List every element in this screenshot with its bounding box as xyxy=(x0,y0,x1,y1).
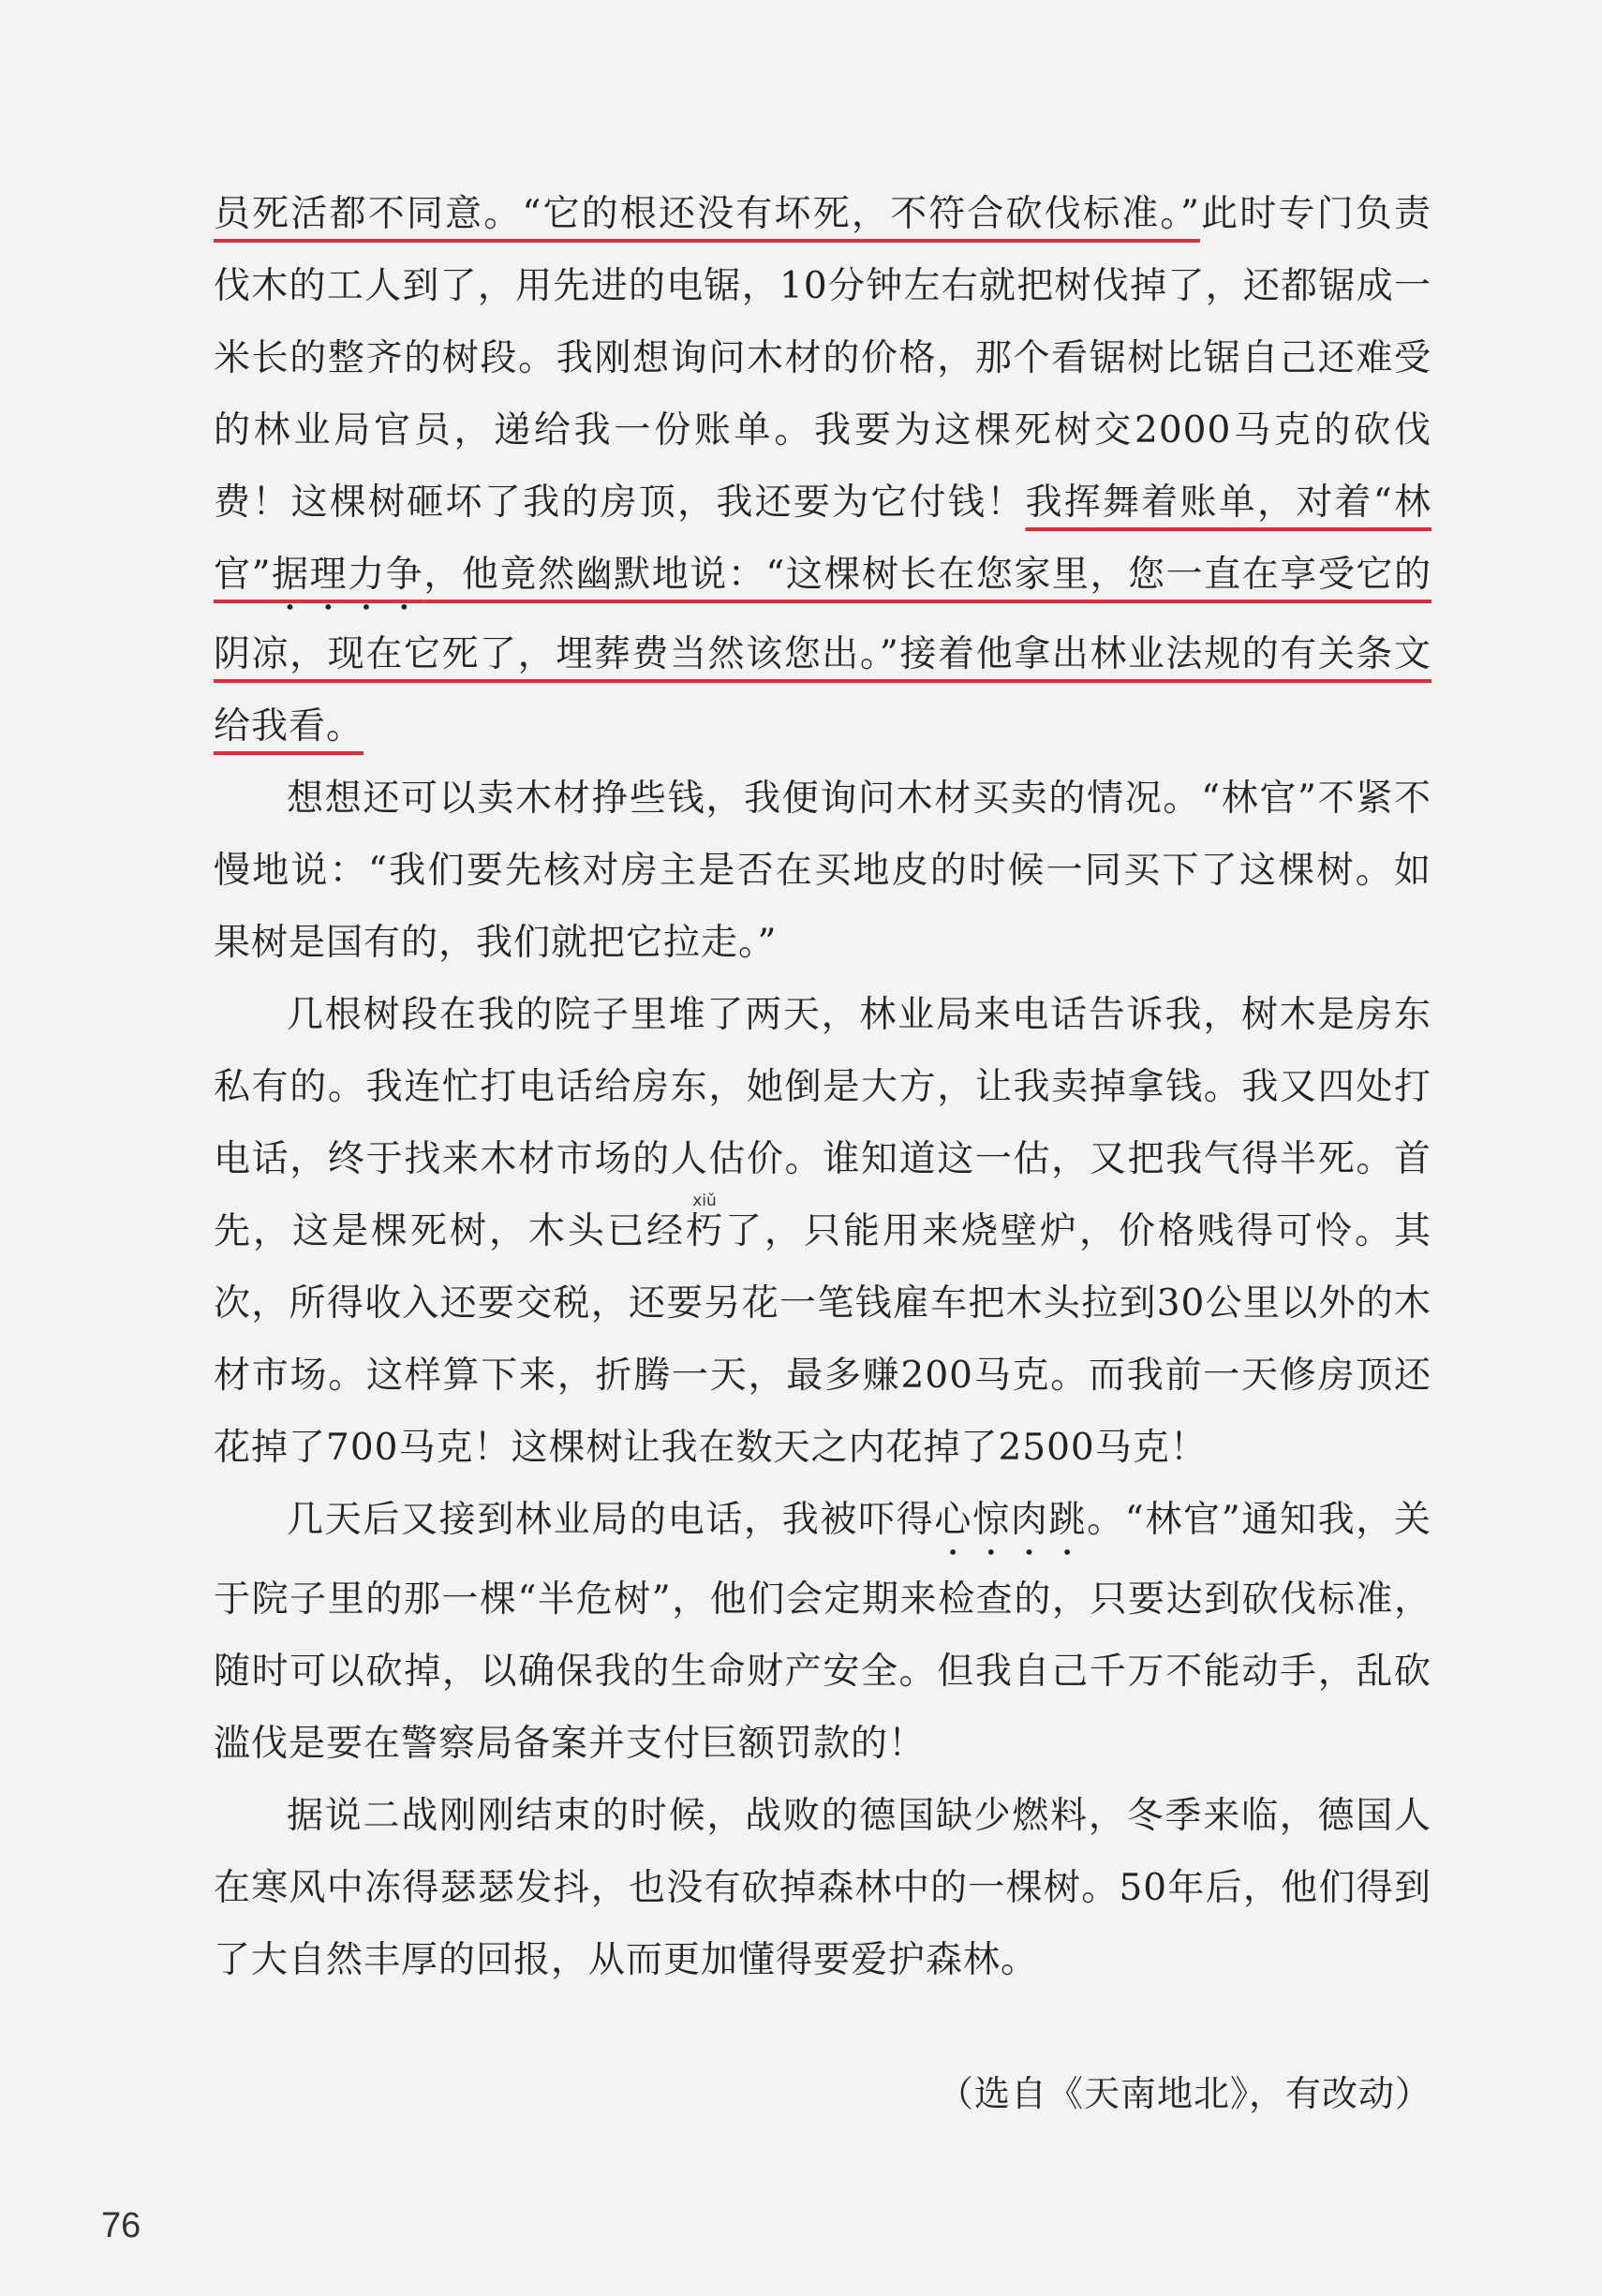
text-run: 几天后又接到林业局的电话，我被吓得 xyxy=(287,1499,935,1541)
annotated-char: 朽 xyxy=(685,1210,725,1252)
text-run: 此时专门负责伐木的工人到了，用先进的电锯，10分钟左右就把树伐掉了，还都锯成一米长的整齐的树段。我刚想询问木材的价格，那个看锯树比锯自己还难受的林业局官员，递给我一份账单。我要为这棵死树交2000马克的砍伐费！这棵树砸坏了我的房顶，我还要为它付钱！ xyxy=(214,193,1431,524)
paragraph-5 xyxy=(214,1780,1431,1996)
paragraph-4 xyxy=(214,1484,1431,1780)
pinyin-annotated-char xyxy=(685,1192,725,1252)
source-citation: （选自《天南地北》，有改动） xyxy=(937,2073,1431,2114)
page-number: 76 xyxy=(101,2206,141,2245)
pinyin-annotation: xiǔ xyxy=(685,1192,723,1210)
underlined-sentence: 我挥舞着账单，对着“林官” xyxy=(214,481,1431,596)
article-body xyxy=(214,178,1431,1996)
emphasized-word: 据理力争 xyxy=(271,554,424,596)
paragraph-3 xyxy=(214,979,1431,1484)
underlined-sentence: ，他竟然幽默地说：“这棵树长在您家里，您一直在享受它的阴凉，现在它死了，埋葬费当然该您出。”接着他拿出林业法规的有关条文给我看。 xyxy=(214,554,1431,748)
text-run: 据说二战刚刚结束的时候，战败的德国缺少燃料，冬季来临，德国人在寒风中冻得瑟瑟发抖，也没有砍掉森林中的一棵树。50年后，他们得到了大自然丰厚的回报，从而更加懂得要爱护森林。 xyxy=(214,1795,1431,1981)
underlined-sentence: 员死活都不同意。“它的根还没有坏死，不符合砍伐标准。” xyxy=(214,193,1200,235)
text-run: 想想还可以卖木材挣些钱，我便询问木材买卖的情况。“林官”不紧不慢地说：“我们要先核对房主是否在买地皮的时候一同买下了这棵树。如果树是国有的，我们就把它拉走。” xyxy=(214,778,1431,964)
text-run: 。“林官”通知我，关于院子里的那一棵“半危树”，他们会定期来检查的，只要达到砍伐标准，随时可以砍掉，以确保我的生命财产安全。但我自己千万不能动手，乱砍滥伐是要在警察局备案并支付巨额罚款的！ xyxy=(214,1499,1431,1765)
emphasized-word: 心惊肉跳 xyxy=(934,1499,1088,1541)
text-run: 几根树段在我的院子里堆了两天，林业局来电话告诉我，树木是房东私有的。我连忙打电话给房东，她倒是大方，让我卖掉拿钱。我又四处打电话，终于找来木材市场的人估价。谁知道这一估，又把我气得半死。首先，这是棵死树，木头已经 xyxy=(214,994,1431,1252)
paragraph-1 xyxy=(214,178,1431,763)
text-run: 了，只能用来烧壁炉，价格贱得可怜。其次，所得收入还要交税，还要另花一笔钱雇车把木头拉到30公里以外的木材市场。这样算下来，折腾一天，最多赚200马克。而我前一天修房顶还花掉了700马克！这棵树让我在数天之内花掉了2500马克！ xyxy=(214,1210,1431,1469)
paragraph-2 xyxy=(214,763,1431,979)
